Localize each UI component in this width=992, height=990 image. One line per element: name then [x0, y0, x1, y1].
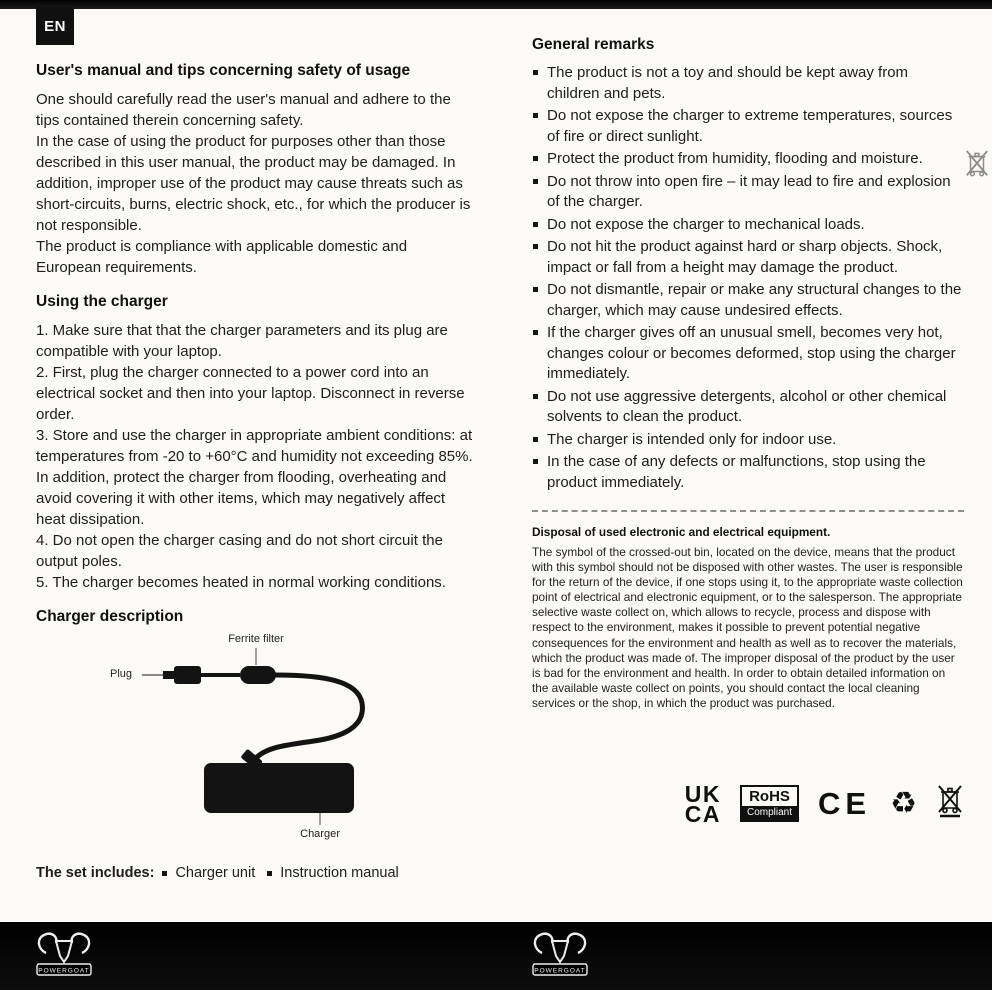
list-item: Do not expose the charger to mechanical loads. — [532, 215, 964, 236]
rohs-mark — [740, 785, 799, 822]
crossed-bin-icon — [964, 148, 990, 187]
goat-head-icon — [56, 941, 72, 962]
list-item: 5. The charger becomes heated in normal working conditions. — [36, 574, 446, 591]
ukca-mark — [684, 780, 721, 827]
list-item: Do not dismantle, repair or make any structural changes to the charger, which may cause undesired effects. — [532, 280, 964, 321]
set-includes-row — [36, 865, 474, 881]
ferrite-filter-icon — [240, 666, 276, 684]
left-column — [36, 62, 474, 881]
list-item: 3. Store and use the charger in appropriate ambient conditions: at temperatures from -20 to +60°C and humidity not exceeding 85%. In addition, protect the charger from flooding, overheating and avoid covering it with other items, which may negatively affect heat dissipation. — [36, 427, 473, 528]
section-heading-usage: User's manual and tips concerning safety of usage — [36, 62, 411, 79]
section-heading-general-remarks: General remarks — [532, 36, 655, 53]
list-item: Do not throw into open fire – it may lead to fire and explosion of the charger. — [532, 172, 964, 213]
recycle-icon: ♻ — [890, 786, 917, 820]
list-item: 2. First, plug the charger connected to a power cord into an electrical socket and then into your laptop. Disconnect in reverse order. — [36, 364, 465, 423]
bottom-black-bar — [0, 922, 992, 990]
list-item: Protect the product from humidity, flooding and moisture. — [532, 149, 964, 170]
brand-text: POWERGOAT — [38, 967, 90, 975]
set-includes-item: Instruction manual — [267, 865, 398, 881]
charger-diagram — [108, 635, 438, 847]
rohs-subtitle: Compliant — [742, 806, 797, 820]
disposal-heading: Disposal of used electronic and electrical equipment. — [532, 525, 831, 539]
brand-text: POWERGOAT — [534, 967, 586, 975]
general-remarks-list — [532, 63, 964, 493]
rohs-title: RoHS — [749, 788, 790, 806]
paragraph: In the case of using the product for purposes other than those described in this user manual, the product may be damaged. In addition, improper use of the product may cause threats such as short-circuits, burns, electric shock, etc., for which the producer is not responsible. — [36, 133, 471, 234]
ukca-top-text: UK — [684, 780, 721, 807]
section-heading-using-charger: Using the charger — [36, 293, 168, 310]
ce-mark: CE — [818, 785, 872, 821]
paragraph: One should carefully read the user's manual and adhere to the tips contained therein concerning safety. — [36, 91, 451, 129]
section-heading-charger-description: Charger description — [36, 608, 184, 625]
charger-body-icon — [204, 763, 354, 813]
dashed-divider — [532, 510, 964, 512]
powergoat-logo — [528, 931, 592, 984]
crossed-bin-icon — [936, 783, 964, 824]
list-item: 1. Make sure that that the charger parameters and its plug are compatible with your laptop. — [36, 322, 448, 360]
paragraph: The product is compliance with applicable domestic and European requirements. — [36, 238, 408, 276]
plug-icon — [163, 671, 174, 679]
set-includes-label: The set includes: — [36, 865, 155, 881]
goat-head-icon — [552, 941, 568, 962]
language-badge: EN — [36, 7, 74, 45]
compliance-marks-row — [532, 780, 964, 827]
numbered-instructions — [36, 320, 474, 593]
list-item: Do not use aggressive detergents, alcohol or other chemical solvents to clean the product. — [532, 387, 964, 428]
right-column — [532, 36, 964, 827]
disposal-body: The symbol of the crossed-out bin, located on the device, means that the product with this symbol should not be disposed with other wastes. The user is responsible for the return of the device, if one stops using it, to the appropriate waste collection point of electrical and electronic equipment, or to the salesperson. The appropriate selective waste collect on, which allows to recycle, process and dispose with respect to the environment, makes it possible to prevent potential negative consequences for the environment and health as well as to recover the materials, which the product was made of. The improper disposal of the product by the user is bad for the environment and health. In order to obtain detailed information on the available waste collect on points, you should contact the local cleaning services or the shop, in which the product was purchased. — [532, 545, 963, 710]
ukca-bottom-text: CA — [684, 800, 721, 827]
list-item: Do not hit the product against hard or sharp objects. Shock, impact or fall from a height may damage the product. — [532, 237, 964, 278]
usage-paragraphs — [36, 89, 474, 278]
charger-diagram-art — [108, 635, 438, 847]
ferrite-filter-label: Ferrite filter — [228, 633, 284, 645]
list-item: In the case of any defects or malfunctions, stop using the product immediately. — [532, 452, 964, 493]
cable-icon — [255, 675, 362, 759]
top-black-bar — [0, 0, 992, 9]
list-item: 4. Do not open the charger casing and do not short circuit the output poles. — [36, 532, 443, 570]
list-item: If the charger gives off an unusual smell, becomes very hot, changes colour or becomes deformed, stop using the charger immediately. — [532, 323, 964, 385]
list-item: The charger is intended only for indoor use. — [532, 430, 964, 451]
charger-label: Charger — [300, 828, 340, 840]
set-includes-item: Charger unit — [162, 865, 255, 881]
list-item: The product is not a toy and should be kept away from children and pets. — [532, 63, 964, 104]
powergoat-logo — [32, 931, 96, 984]
plug-label: Plug — [110, 668, 133, 680]
list-item: Do not expose the charger to extreme temperatures, sources of fire or direct sunlight. — [532, 106, 964, 147]
